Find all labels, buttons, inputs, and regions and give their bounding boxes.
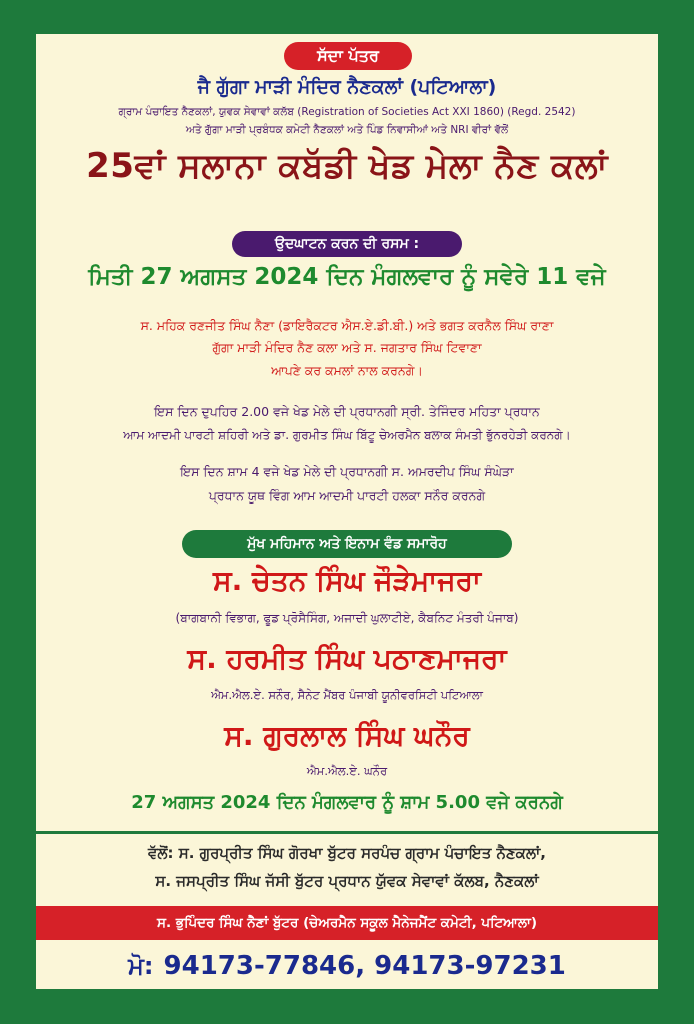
inauguration-line-3: ਆਪਣੇ ਕਰ ਕਮਲਾਂ ਨਾਲ ਕਰਨਗੇ। (271, 363, 423, 378)
invitation-badge (284, 42, 412, 70)
phone-numbers: 94173-77846, 94173-97231 (163, 951, 566, 981)
patron-banner-text: ਸ. ਭੁਪਿੰਦਰ ਸਿੰਘ ਨੈਣਾਂ ਬੁੱਟਰ (ਚੇਅਰਮੈਨ ਸਕੂਲ ਮੈਨੇਜਮੈਂਟ ਕਮੇਟੀ, ਪਟਿਆਲਾ) (157, 915, 537, 931)
org-title: ਜੈ ਗੁੱਗਾ ਮਾੜੀ ਮੰਦਿਰ ਨੈਣਕਲਾਂ (ਪਟਿਆਲਾ) (197, 76, 497, 98)
date-line: ਮਿਤੀ 27 ਅਗਸਤ 2024 ਦਿਨ ਮੰਗਲਵਾਰ ਨੂੰ ਸਵੇਰੇ 11 ਵਜੇ (88, 264, 606, 290)
section-divider (36, 831, 658, 834)
guest-2-title: ਐਮ.ਐਲ.ਏ. ਸਨੌਰ, ਸੈਨੇਟ ਮੈਂਬਰ ਪੰਜਾਬੀ ਯੂਨੀਵਰਸਿਟੀ ਪਟਿਆਲਾ (211, 688, 483, 702)
poster-content (36, 34, 658, 989)
inauguration-line-1: ਸ. ਮਹਿਕ ਰਣਜੀਤ ਸਿੰਘ ਨੈਣਾ (ਡਾਇਰੈਕਟਰ ਐਸ.ਏ.ਡੀ.ਬੀ.) ਅਤੇ ਭਗਤ ਕਰਨੈਲ ਸਿੰਘ ਰਾਣਾ (140, 318, 554, 333)
phone-row (36, 946, 658, 986)
guest-3-name: ਸ. ਗੁਰਲਾਲ ਸਿੰਘ ਘਨੌਰ (224, 719, 470, 752)
afternoon-line-2: ਆਮ ਆਦਮੀ ਪਾਰਟੀ ਸ਼ਹਿਰੀ ਅਤੇ ਡਾ. ਗੁਰਮੀਤ ਸਿੰਘ ਬਿੱਟੂ ਚੇਅਰਮੈਨ ਬਲਾਕ ਸੰਮਤੀ ਭੁੱਨਰਹੇੜੀ ਕਰਨਗੇ। (123, 428, 571, 442)
chief-guest-badge-text: ਮੁੱਖ ਮਹਿਮਾਨ ਅਤੇ ਇਨਾਮ ਵੰਡ ਸਮਾਰੋਹ (247, 536, 447, 552)
invitation-badge-text: ਸੱਦਾ ਪੱਤਰ (317, 46, 379, 65)
inauguration-line-2: ਗੁੱਗਾ ਮਾੜੀ ਮੰਦਿਰ ਨੈਣ ਕਲਾ ਅਤੇ ਸ. ਜਗਤਾਰ ਸਿੰਘ ਟਿਵਾਣਾ (212, 340, 482, 355)
guest-1-name: ਸ. ਚੇਤਨ ਸਿੰਘ ਜੌੜੇਮਾਜਰਾ (213, 564, 481, 597)
guest-1-title: (ਬਾਗਬਾਨੀ ਵਿਭਾਗ, ਫੂਡ ਪ੍ਰੋਸੈਸਿੰਗ, ਅਜਾਦੀ ਘੁਲਾਟੀਏ, ਕੈਬਨਿਟ ਮੰਤਰੀ ਪੰਜਾਬ) (175, 611, 519, 625)
chief-guest-badge (182, 530, 512, 558)
closing-line: 27 ਅਗਸਤ 2024 ਦਿਨ ਮੰਗਲਵਾਰ ਨੂੰ ਸ਼ਾਮ 5.00 ਵਜੇ ਕਰਨਗੇ (131, 792, 563, 813)
evening-line-2: ਪ੍ਰਧਾਨ ਯੂਥ ਵਿੰਗ ਆਮ ਆਦਮੀ ਪਾਰਟੀ ਹਲਕਾ ਸਨੌਰ ਕਰਨਗੇ (208, 488, 486, 503)
afternoon-line-1: ਇਸ ਦਿਨ ਦੁਪਹਿਰ 2.00 ਵਜੇ ਖੇਡ ਮੇਲੇ ਦੀ ਪ੍ਰਧਾਨਗੀ ਸ੍ਰੀ. ਤੇਜਿੰਦਰ ਮਹਿਤਾ ਪ੍ਰਧਾਨ (154, 404, 540, 419)
main-title: 25ਵਾਂ ਸਲਾਨਾ ਕਬੱਡੀ ਖੇਡ ਮੇਲਾ ਨੈਣ ਕਲਾਂ (86, 146, 608, 186)
inauguration-badge (232, 231, 462, 257)
guest-3-title: ਐਮ.ਐਲ.ਏ. ਘਨੌਰ (306, 764, 388, 778)
patron-banner (36, 906, 658, 940)
evening-line-1: ਇਸ ਦਿਨ ਸ਼ਾਮ 4 ਵਜੇ ਖੇਡ ਮੇਲੇ ਦੀ ਪ੍ਰਧਾਨਗੀ ਸ. ਅਮਰਦੀਪ ਸਿੰਘ ਸੰਘੇੜਾ (180, 464, 514, 479)
phone-label: ਮੋ: (128, 952, 154, 980)
from-line-2: ਸ. ਜਸਪ੍ਰੀਤ ਸਿੰਘ ਜੱਸੀ ਬੁੱਟਰ ਪ੍ਰਧਾਨ ਯੁੱਵਕ ਸੇਵਾਵਾਂ ਕੱਲਬ, ਨੈਣਕਲਾਂ (155, 872, 539, 890)
from-line-1: ਵੱਲੋਂ: ਸ. ਗੁਰਪ੍ਰੀਤ ਸਿੰਘ ਗੋਰਖਾ ਬੁੱਟਰ ਸਰਪੰਚ ਗ੍ਰਾਮ ਪੰਚਾਇਤ ਨੈਣਕਲਾਂ, (148, 844, 546, 862)
org-line-2: ਅਤੇ ਗੁੱਗਾ ਮਾੜੀ ਪ੍ਰਬੰਧਕ ਕਮੇਟੀ ਨੈਣਕਲਾਂ ਅਤੇ ਪਿੰਡ ਨਿਵਾਸੀਆਂ ਅਤੇ NRI ਵੀਰਾਂ ਵੱਲੋਂ (185, 124, 509, 136)
org-line-1: ਗ੍ਰਾਮ ਪੰਚਾਇਤ ਨੈਣਕਲਾਂ, ਯੁਵਕ ਸੇਵਾਵਾਂ ਕਲੱਬ (Registration of Societies Act XXI 1860) (Regd. 2542) (118, 106, 576, 118)
guest-2-name: ਸ. ਹਰਮੀਤ ਸਿੰਘ ਪਠਾਣਮਾਜਰਾ (187, 642, 507, 675)
inauguration-badge-text: ਉਦਘਾਟਨ ਕਰਨ ਦੀ ਰਸਮ : (274, 236, 420, 252)
